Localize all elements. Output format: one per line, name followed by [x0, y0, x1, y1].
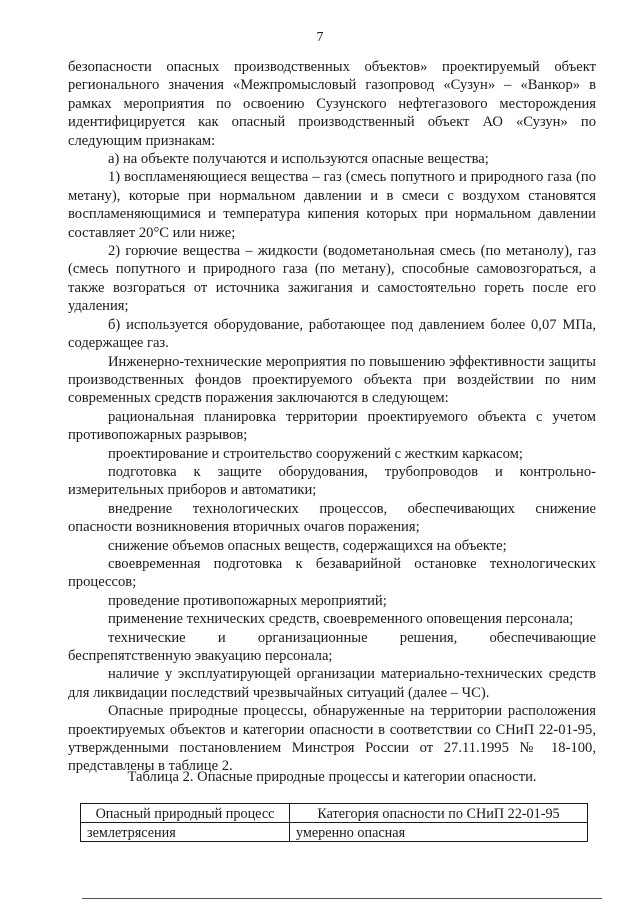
paragraph: внедрение технологических процессов, обеспечивающих снижение опасности возникновения вторичных очагов поражения; [68, 500, 596, 536]
paragraph: проведение противопожарных мероприятий; [108, 592, 387, 609]
column-header-process: Опасный природный процесс [81, 804, 290, 823]
paragraph: подготовка к защите оборудования, трубопроводов и контрольно-измерительных приборов и автоматики; [68, 463, 596, 499]
table-row [81, 823, 588, 842]
paragraph: Опасные природные процессы, обнаруженные на территории расположения проектируемых объектов и категории опасности в соответствии со СНиП 22-01-95, утвержденными постановлением Минстроя России от 27.11.1995 № 18-100, представлены в таблице 2. [68, 703, 596, 775]
bottom-divider [82, 898, 602, 899]
paragraph: наличие у эксплуатирующей организации материально-технических средств для ликвидации последствий чрезвычайных ситуаций (далее – ЧС). [68, 666, 596, 701]
paragraph: 1) воспламеняющиеся вещества – газ (смесь попутного и природного газа (по метану), которые при нормальном давлении и в смеси с воздухом становятся воспламеняющимися и температура кипения которых при нормальном давлении составляет 20°С или ниже; [68, 169, 596, 241]
table-caption: Таблица 2. Опасные природные процессы и категории опасности. [127, 769, 537, 785]
paragraph: снижение объемов опасных веществ, содержащихся на объекте; [108, 537, 507, 554]
paragraph: проектирование и строительство сооружений с жестким каркасом; [108, 445, 523, 462]
table-header-row [81, 804, 588, 823]
paragraph: 2) горючие вещества – жидкости (водометанольная смесь (по метанолу), газ (смесь попутного и природного газа (по метану), способные самовозгораться, а также возгораться от источника зажигания и самостоятельно гореть после его удаления; [68, 243, 596, 315]
page-number: 7 [316, 30, 324, 45]
paragraph: а) на объекте получаются и используются опасные вещества; [108, 151, 489, 168]
paragraph: применение технических средств, своевременного оповещения персонала; [108, 611, 574, 628]
hazard-table [80, 803, 588, 842]
document-body [68, 58, 596, 776]
paragraph: рациональная планировка территории проектируемого объекта с учетом противопожарных разрывов; [68, 408, 596, 444]
paragraph: технические и организационные решения, обеспечивающие беспрепятственную эвакуацию персонала; [68, 629, 596, 664]
table-cell-category: умеренно опасная [290, 823, 588, 842]
paragraph: своевременная подготовка к безаварийной остановке технологических процессов; [68, 555, 596, 591]
paragraph: безопасности опасных производственных объектов» проектируемый объект регионального значения «Межпромысловый газопровод «Сузун» – «Ванкор» в рамках мероприятия по освоению Сузунского нефтегазового месторождения идентифицируется как опасный производственный объект АО «Сузун» по следующим признакам: [68, 59, 596, 149]
paragraph: Инженерно-технические мероприятия по повышению эффективности защиты производственных фондов проектируемого объекта при воздействии по ним современных средств поражения заключаются в следующем: [68, 353, 596, 407]
table-cell-process: землетрясения [81, 823, 290, 842]
column-header-category: Категория опасности по СНиП 22-01-95 [290, 804, 588, 823]
paragraph: б) используется оборудование, работающее под давлением более 0,07 МПа, содержащее газ. [68, 316, 596, 352]
